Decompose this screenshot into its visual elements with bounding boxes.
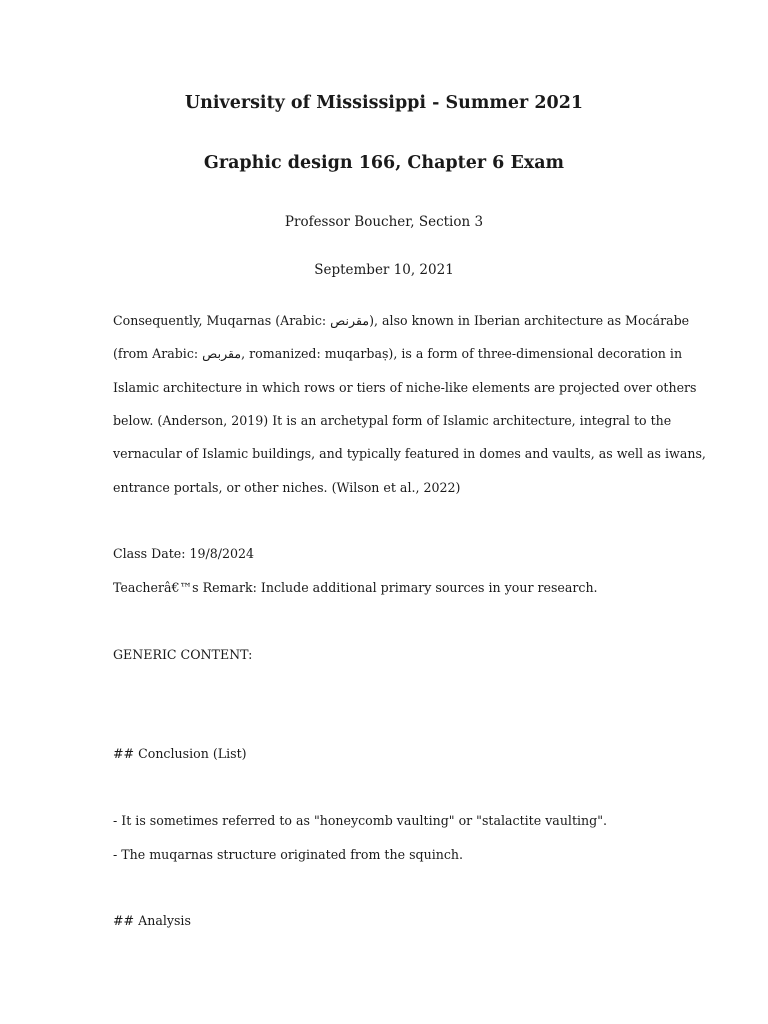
- exam-date: September 10, 2021: [314, 262, 454, 278]
- teacher-remark: Teacherâ€™s Remark: Include additional primary sources in your research.: [113, 580, 598, 595]
- analysis-heading: ## Analysis: [113, 913, 191, 928]
- paragraph-line: Islamic architecture in which rows or tiers of niche-like elements are projected over others: [113, 380, 697, 395]
- generic-content-label: GENERIC CONTENT:: [113, 647, 253, 662]
- paragraph-line: (from Arabic: مقربص, romanized: muqarbaṣ), is a form of three-dimensional decoration in: [113, 346, 683, 361]
- list-item: - The muqarnas structure originated from the squinch.: [113, 847, 464, 862]
- professor-line: Professor Boucher, Section 3: [284, 214, 484, 230]
- paragraph-line: vernacular of Islamic buildings, and typically featured in domes and vaults, as well as iwans,: [113, 446, 706, 461]
- paragraph-line: Consequently, Muqarnas (Arabic: مقرنص), also known in Iberian architecture as Mocárabe: [113, 313, 690, 328]
- class-date: Class Date: 19/8/2024: [113, 546, 255, 561]
- exam-title: Graphic design 166, Chapter 6 Exam: [203, 153, 565, 173]
- paragraph-line: entrance portals, or other niches. (Wilson et al., 2022): [113, 480, 461, 495]
- conclusion-heading: ## Conclusion (List): [113, 746, 247, 761]
- list-item: - It is sometimes referred to as "honeycomb vaulting" or "stalactite vaulting".: [113, 813, 608, 828]
- paragraph-line: below. (Anderson, 2019) It is an archetypal form of Islamic architecture, integral to the: [113, 413, 672, 428]
- document-title: University of Mississippi - Summer 2021: [184, 93, 584, 113]
